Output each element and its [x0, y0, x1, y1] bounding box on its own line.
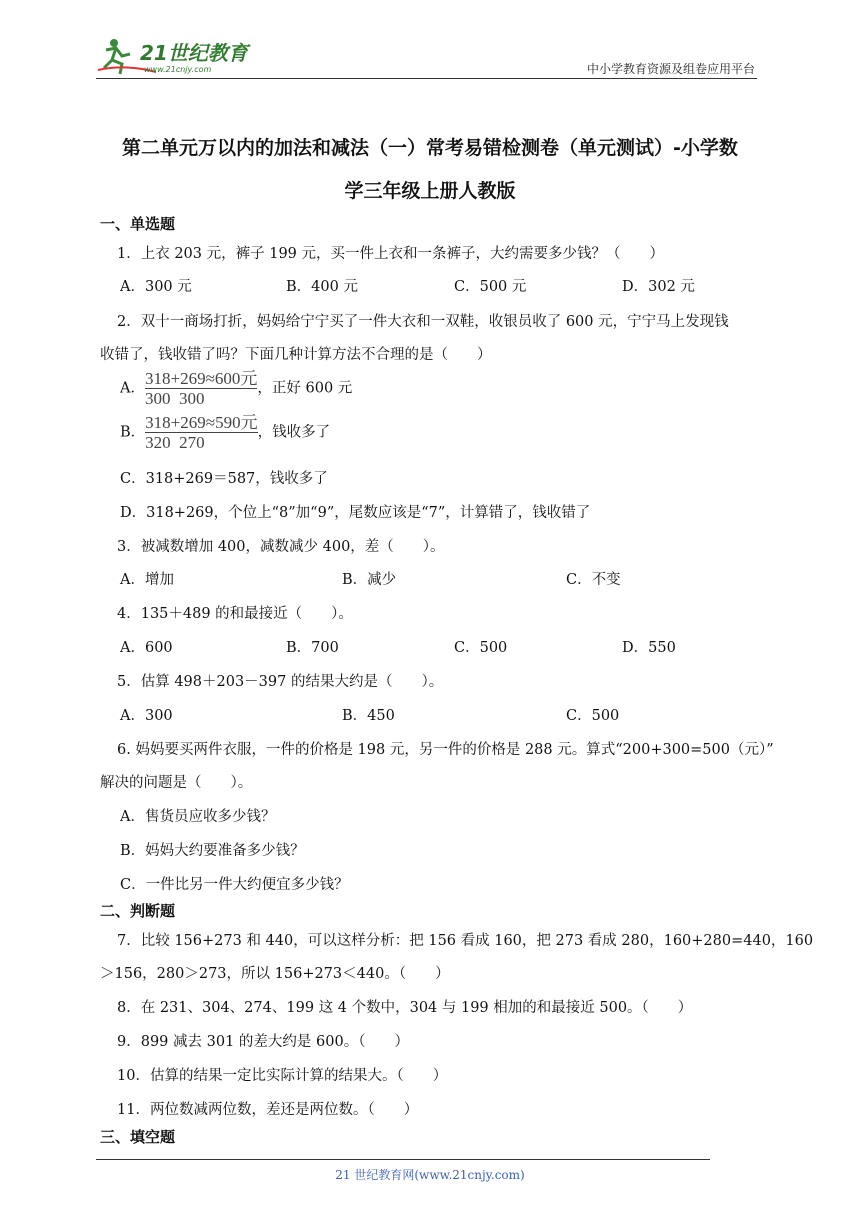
question-2-option-c[interactable]: C．318+269＝587，钱收多了	[120, 471, 328, 487]
question-6-line1: 6. 妈妈要买两件衣服，一件的价格是 198 元，另一件的价格是 288 元。算式“200+300=500（元）”	[117, 742, 774, 758]
option-b-suffix: ，钱收多了	[257, 424, 331, 441]
header-divider	[96, 78, 757, 79]
question-1-options	[0, 275, 860, 295]
footer-divider	[96, 1159, 710, 1160]
site-logo	[96, 36, 261, 78]
question-9: 9．899 减去 301 的差大约是 600。（ ）	[117, 1034, 409, 1050]
option-d[interactable]: D．302 元	[622, 279, 695, 295]
question-4-options	[0, 636, 860, 656]
question-6-option-c[interactable]: C．一件比另一件大约便宜多少钱？	[120, 877, 349, 893]
option-a[interactable]: A．600	[120, 640, 173, 656]
option-c[interactable]: C．500	[454, 640, 508, 656]
question-7-line1: 7．比较 156+273 和 440，可以这样分析：把 156 看成 160，把 273 看成 280，160+280=440，160	[117, 933, 814, 949]
question-7-line2: ＞156，280＞273，所以 156+273＜440。（ ）	[100, 966, 450, 982]
question-3: 3．被减数增加 400，减数减少 400，差（ ）。	[117, 539, 445, 555]
footer-site-link[interactable]: 21 世纪教育网(www.21cnjy.com)	[335, 1168, 525, 1182]
page-title-line1: 第二单元万以内的加法和减法（一）常考易错检测卷（单元测试）-小学数	[122, 137, 738, 159]
option-b[interactable]: B．700	[286, 640, 339, 656]
question-4: 4．135＋489 的和最接近（ ）。	[117, 606, 353, 622]
section-heading-single-choice: 一、单选题	[100, 215, 176, 233]
question-10: 10．估算的结果一定比实际计算的结果大。（ ）	[117, 1068, 448, 1084]
option-a[interactable]: A．300 元	[120, 279, 192, 295]
section-heading-fill-blank: 三、填空题	[100, 1128, 176, 1146]
section-heading-true-false: 二、判断题	[100, 902, 176, 920]
question-6-option-b[interactable]: B．妈妈大约要准备多少钱？	[120, 843, 305, 859]
logo-text: 21世纪教育	[140, 41, 248, 65]
question-6-line2: 解决的问题是（ ）。	[100, 775, 253, 791]
question-2-line1: 2．双十一商场打折，妈妈给宁宁买了一件大衣和一双鞋，收银员收了 600 元，宁宁马上发现钱	[117, 314, 729, 330]
question-2-line2: 收错了，钱收错了吗？下面几种计算方法不合理的是（ ）	[100, 347, 492, 363]
option-b[interactable]: B．400 元	[286, 279, 358, 295]
option-c[interactable]: C．500	[566, 708, 620, 724]
option-a-estimate: $\frac{\text{318+269≈600元}}{300 300}$	[144, 369, 258, 408]
option-c[interactable]: C．不变	[566, 572, 621, 588]
option-a[interactable]: A．增加	[120, 572, 174, 588]
option-b[interactable]: B．减少	[342, 572, 397, 588]
question-11: 11．两位数减两位数，差还是两位数。（ ）	[117, 1102, 419, 1118]
question-2-option-b[interactable]	[120, 413, 330, 452]
question-8: 8．在 231、304、274、199 这 4 个数中，304 与 199 相加的和最接近 500。（ ）	[117, 1000, 693, 1016]
question-5-options	[0, 704, 860, 724]
question-2-option-d[interactable]: D．318+269，个位上“8”加“9”，尾数应该是“7”，计算错了，钱收错了	[120, 505, 591, 521]
option-b-label: B．	[120, 424, 146, 441]
page-title-line2: 学三年级上册人教版	[344, 180, 516, 202]
option-b[interactable]: B．450	[342, 708, 395, 724]
option-c[interactable]: C．500 元	[454, 279, 527, 295]
question-1: 1．上衣 203 元，裤子 199 元，买一件上衣和一条裤子，大约需要多少钱？（ ）	[117, 246, 665, 262]
option-a[interactable]: A．300	[120, 708, 173, 724]
logo-url: www.21cnjy.com	[144, 65, 212, 74]
question-5: 5．估算 498＋203－397 的结果大约是（ ）。	[117, 674, 444, 690]
question-6-option-a[interactable]: A．售货员应收多少钱？	[120, 809, 276, 825]
option-b-estimate: $\frac{\text{318+269≈590元}}{320 270}$	[145, 413, 258, 452]
question-3-options	[0, 568, 860, 588]
question-2-option-a[interactable]	[120, 369, 352, 408]
option-a-label: A．	[120, 380, 145, 397]
option-a-suffix: ，正好 600 元	[257, 380, 353, 397]
option-d[interactable]: D．550	[622, 640, 676, 656]
header-platform-text: 中小学教育资源及组卷应用平台	[586, 62, 755, 76]
